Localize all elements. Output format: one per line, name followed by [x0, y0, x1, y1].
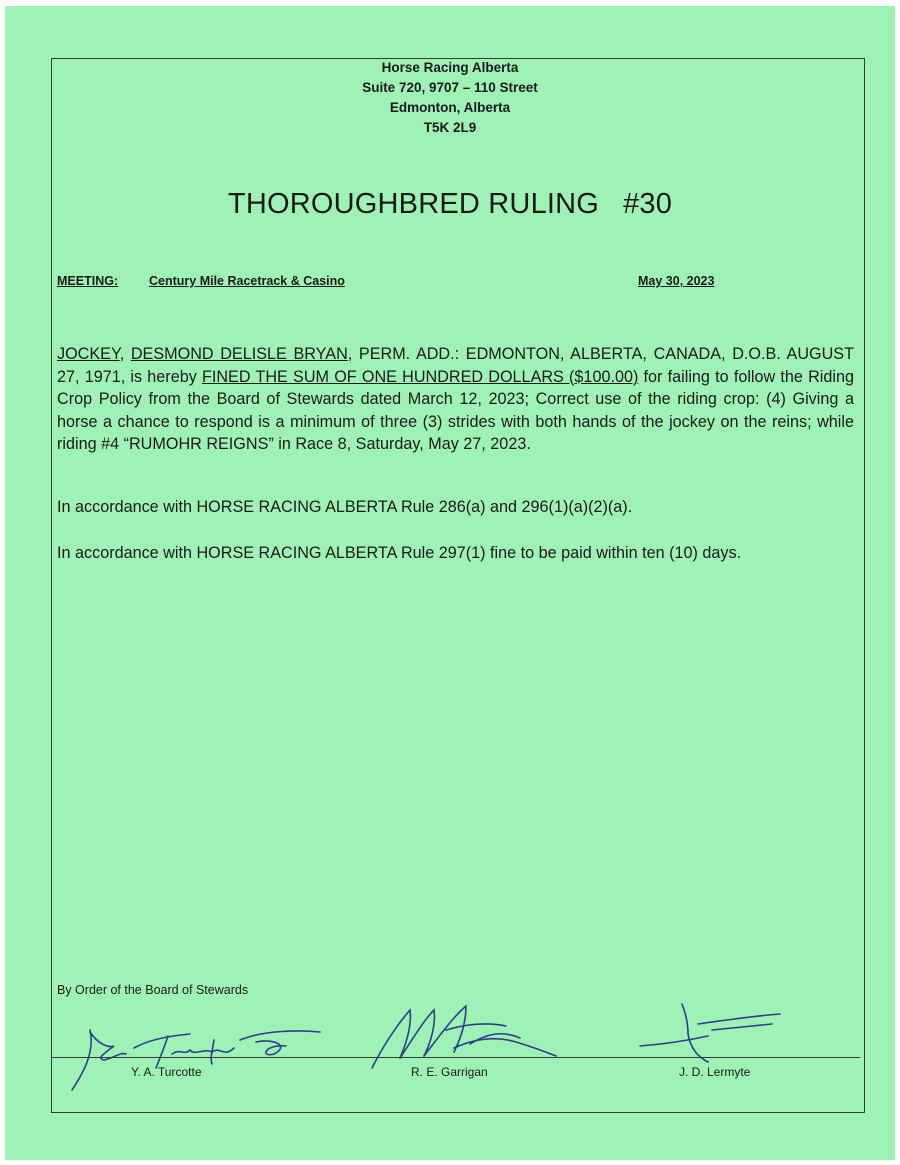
ruling-text-part2: for failing to follow the Riding Crop Policy from the Board of Stewards dated March 12, 2023; Correct use of the riding crop: (4) Giving a horse a chance to respond is a minimum of three (3) strides with both hands of the jockey on the reins; while riding #4 “RUMOHR REIGNS” in Race 8, Saturday, May 27, 2023.: [57, 367, 854, 453]
ruling-person-name: DESMOND DELISLE BRYAN: [130, 345, 348, 363]
meeting-date: May 30, 2023: [638, 274, 715, 288]
postal-code: T5K 2L9: [423, 120, 477, 135]
steward-name-3: J. D. Lermyte: [679, 1065, 751, 1079]
meeting-venue: Century Mile Racetrack & Casino: [149, 274, 345, 288]
signature-lermyte: [636, 1000, 786, 1070]
ruling-title: THOROUGHBRED RULING: [227, 188, 600, 220]
letterhead: [0, 58, 900, 138]
order-statement: By Order of the Board of Stewards: [57, 983, 249, 997]
organization-name: Horse Racing Alberta: [381, 60, 519, 75]
ruling-role: JOCKEY: [57, 345, 120, 363]
ruling-fine-amount: FINED THE SUM OF ONE HUNDRED DOLLARS ($100.00): [201, 367, 639, 386]
ruling-text-part1: , PERM. ADD.: EDMONTON, ALBERTA, CANADA, D.O.B. AUGUST 27, 1971, is hereby: [57, 345, 854, 386]
meeting-label: MEETING:: [57, 274, 119, 288]
ruling-payment-terms: In accordance with HORSE RACING ALBERTA Rule 297(1) fine to be paid within ten (10) days.: [57, 544, 742, 562]
ruling-paragraph: JOCKEY, DESMOND DELISLE BRYAN, PERM. ADD.: EDMONTON, ALBERTA, CANADA, D.O.B. AUGUST 27, 1971, is hereby FINED THE SUM OF ONE HUNDRED DOLLARS ($100.00) for failing to follow the Riding Crop Policy from the Board of Stewards dated March 12, 2023; Correct use of the riding crop: (4) Giving a horse a chance to respond is a minimum of three (3) strides with both hands of the jockey on the reins; while riding #4 “RUMOHR REIGNS” in Race 8, Saturday, May 27, 2023.: [57, 345, 854, 453]
signature-turcotte: [64, 1018, 324, 1098]
signature-line: [52, 1057, 860, 1058]
steward-name-2: R. E. Garrigan: [411, 1065, 488, 1079]
steward-name-1: Y. A. Turcotte: [131, 1065, 202, 1079]
address-line: Suite 720, 9707 – 110 Street: [362, 80, 538, 95]
page-title: [0, 188, 900, 221]
ruling-number: #30: [623, 188, 673, 220]
ruling-rule-reference: In accordance with HORSE RACING ALBERTA Rule 286(a) and 296(1)(a)(2)(a).: [57, 498, 633, 516]
city-line: Edmonton, Alberta: [389, 100, 511, 115]
